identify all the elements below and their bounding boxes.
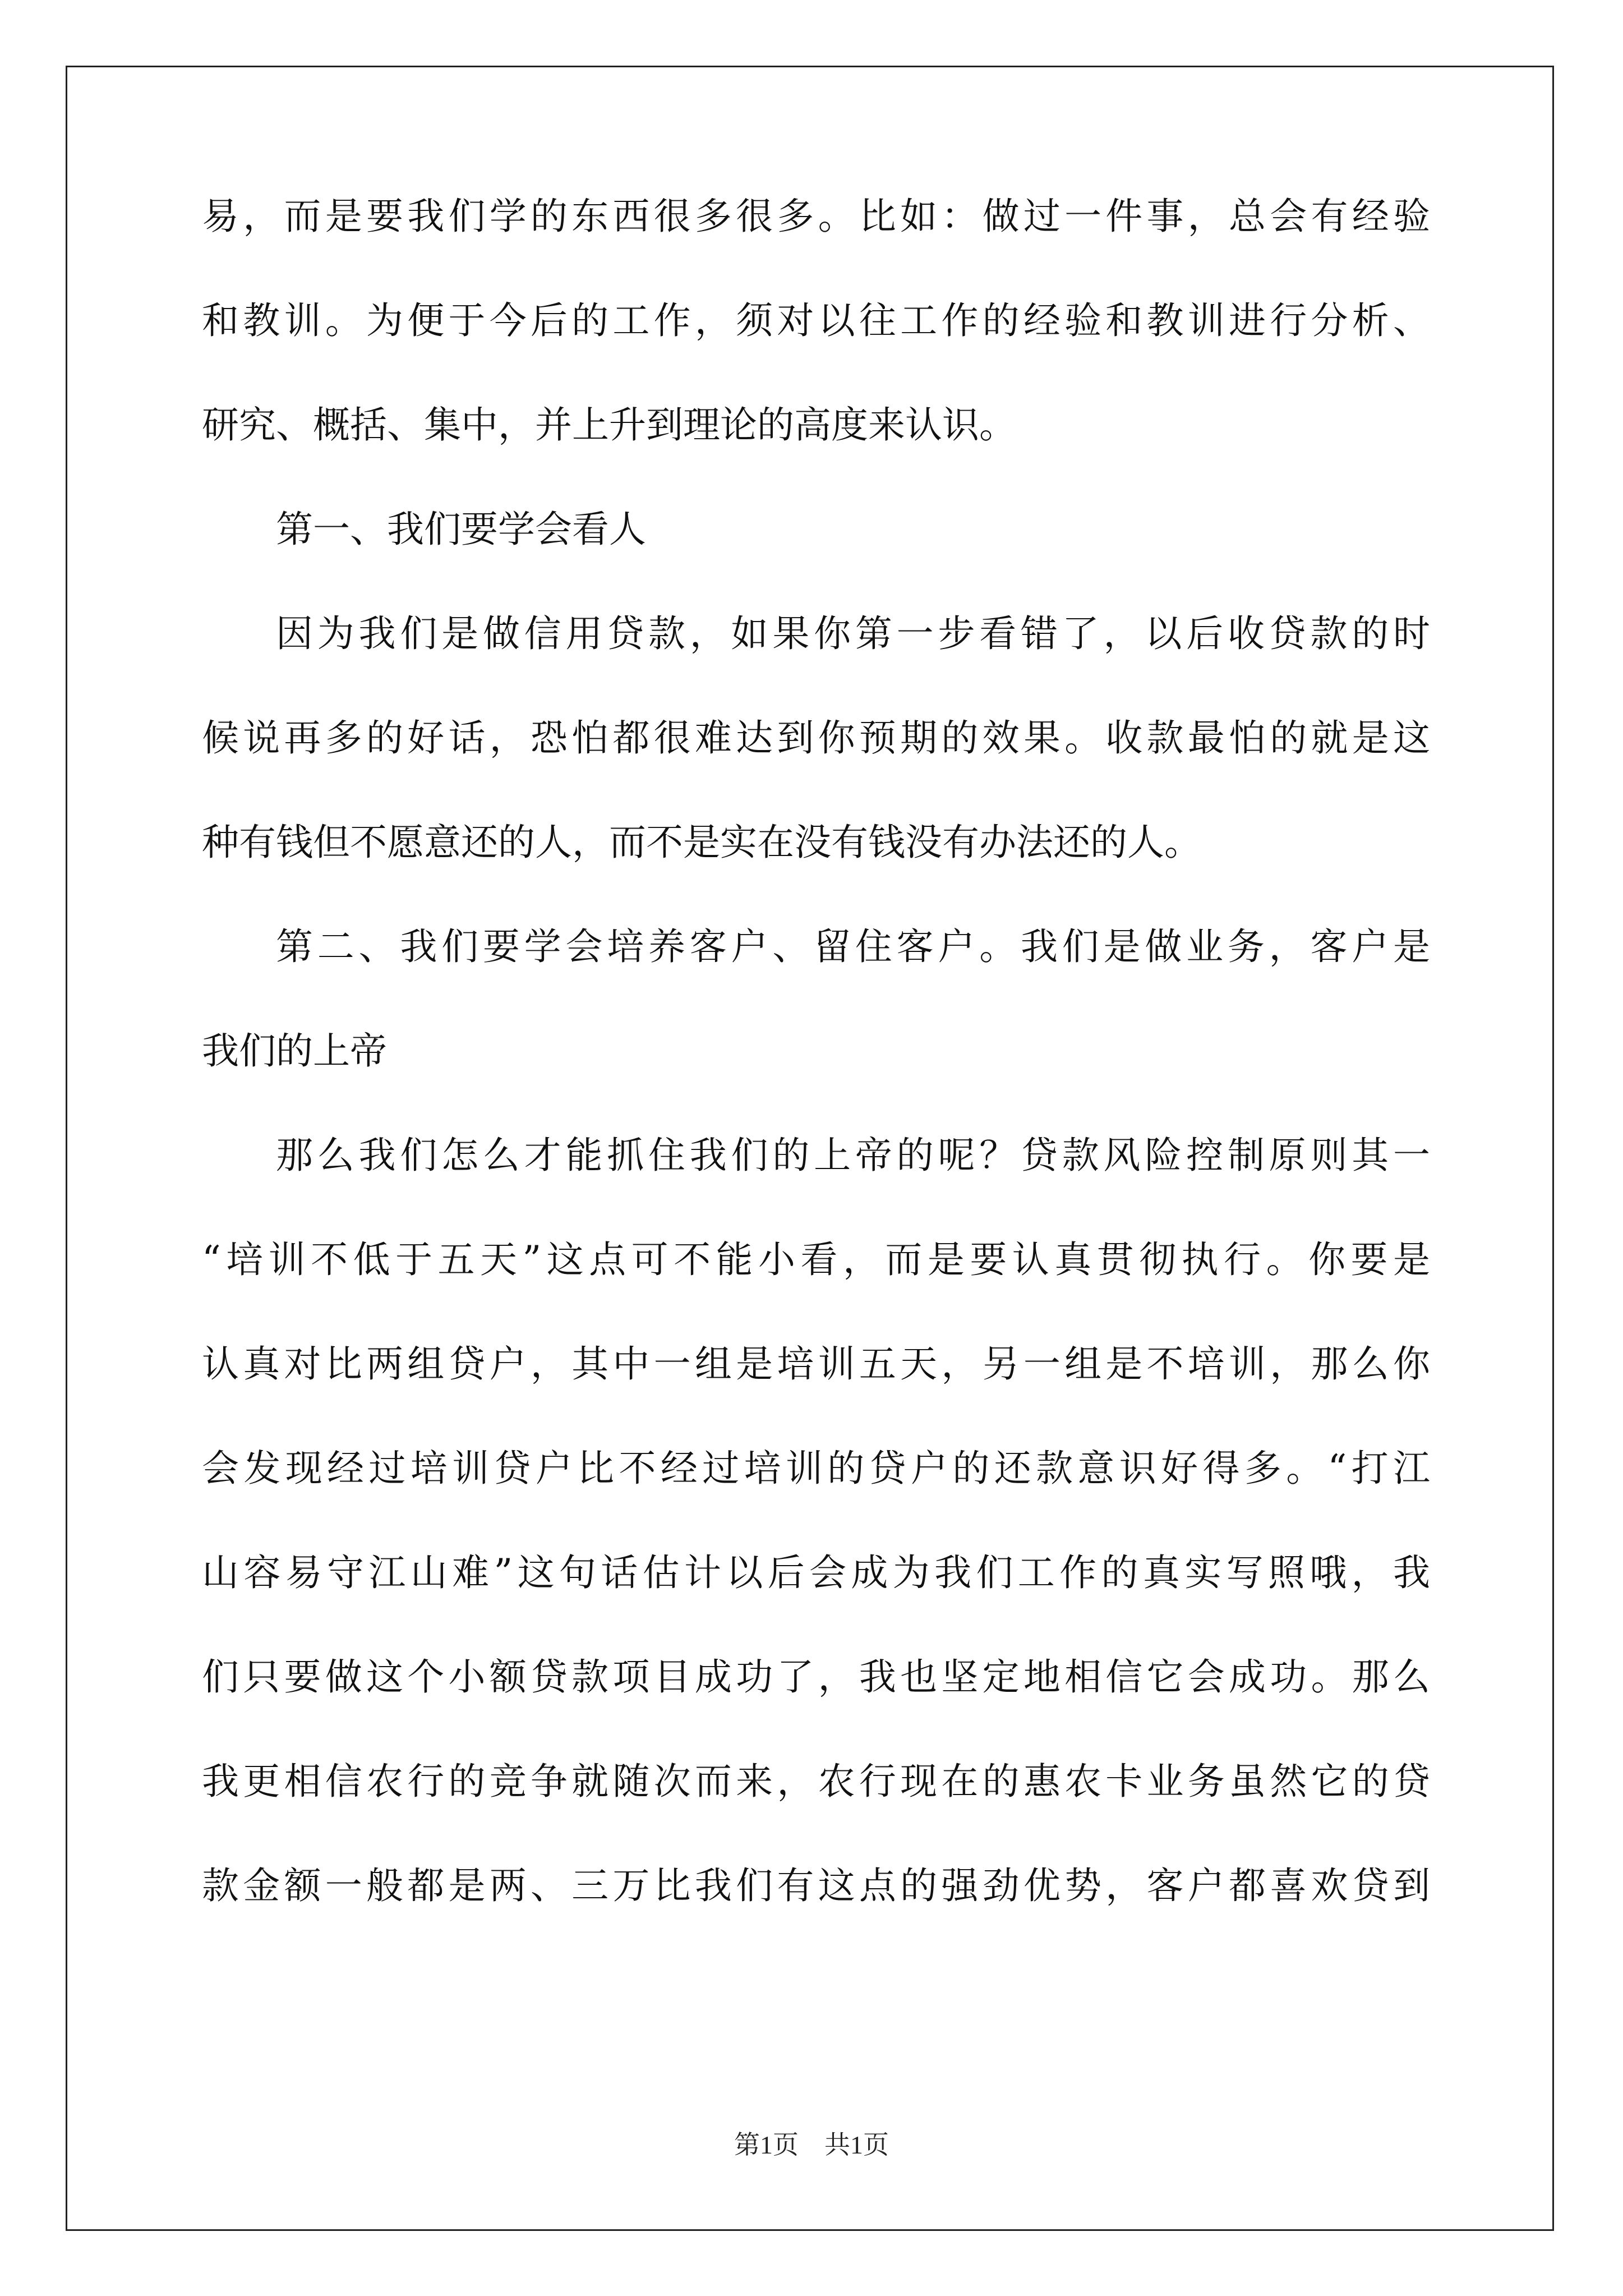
text-line: 山容易守江山难”这句话估计以后会成为我们工作的真实写照哦，我 bbox=[202, 1551, 1430, 1594]
text-line: 们只要做这个小额贷款项目成功了，我也坚定地相信它会成功。那么 bbox=[202, 1655, 1430, 1699]
text-line: 因为我们是做信用贷款，如果你第一步看错了，以后收贷款的时 bbox=[276, 612, 1430, 655]
document-body bbox=[202, 195, 1430, 1969]
text-line: 认真对比两组贷户，其中一组是培训五天，另一组是不培训，那么你 bbox=[202, 1342, 1430, 1386]
text-line: 款金额一般都是两、三万比我们有这点的强劲优势，客户都喜欢贷到 bbox=[202, 1864, 1430, 1907]
section-heading: 第二、我们要学会培养客户、留住客户。我们是做业务，客户是 bbox=[276, 925, 1430, 968]
page-number-footer: 第1页 共1页 bbox=[734, 2131, 889, 2159]
text-line: 候说再多的好话，恐怕都很难达到你预期的效果。收款最怕的就是这 bbox=[202, 716, 1430, 760]
text-line: “培训不低于五天”这点可不能小看，而是要认真贯彻执行。你要是 bbox=[202, 1238, 1430, 1281]
section-heading: 第一、我们要学会看人 bbox=[276, 508, 646, 551]
text-line: 我们的上帝 bbox=[202, 1029, 387, 1073]
text-line: 我更相信农行的竞争就随次而来，农行现在的惠农卡业务虽然它的贷 bbox=[202, 1760, 1430, 1803]
text-line: 和教训。为便于今后的工作，须对以往工作的经验和教训进行分析、 bbox=[202, 299, 1430, 342]
text-line: 研究、概括、集中，并上升到理论的高度来认识。 bbox=[202, 403, 1016, 447]
text-line: 那么我们怎么才能抓住我们的上帝的呢？贷款风险控制原则其一 bbox=[276, 1134, 1430, 1177]
text-line: 会发现经过培训贷户比不经过培训的贷户的还款意识好得多。“打江 bbox=[202, 1447, 1430, 1490]
text-line: 种有钱但不愿意还的人，而不是实在没有钱没有办法还的人。 bbox=[202, 821, 1201, 864]
text-line: 易，而是要我们学的东西很多很多。比如：做过一件事，总会有经验 bbox=[202, 195, 1430, 238]
